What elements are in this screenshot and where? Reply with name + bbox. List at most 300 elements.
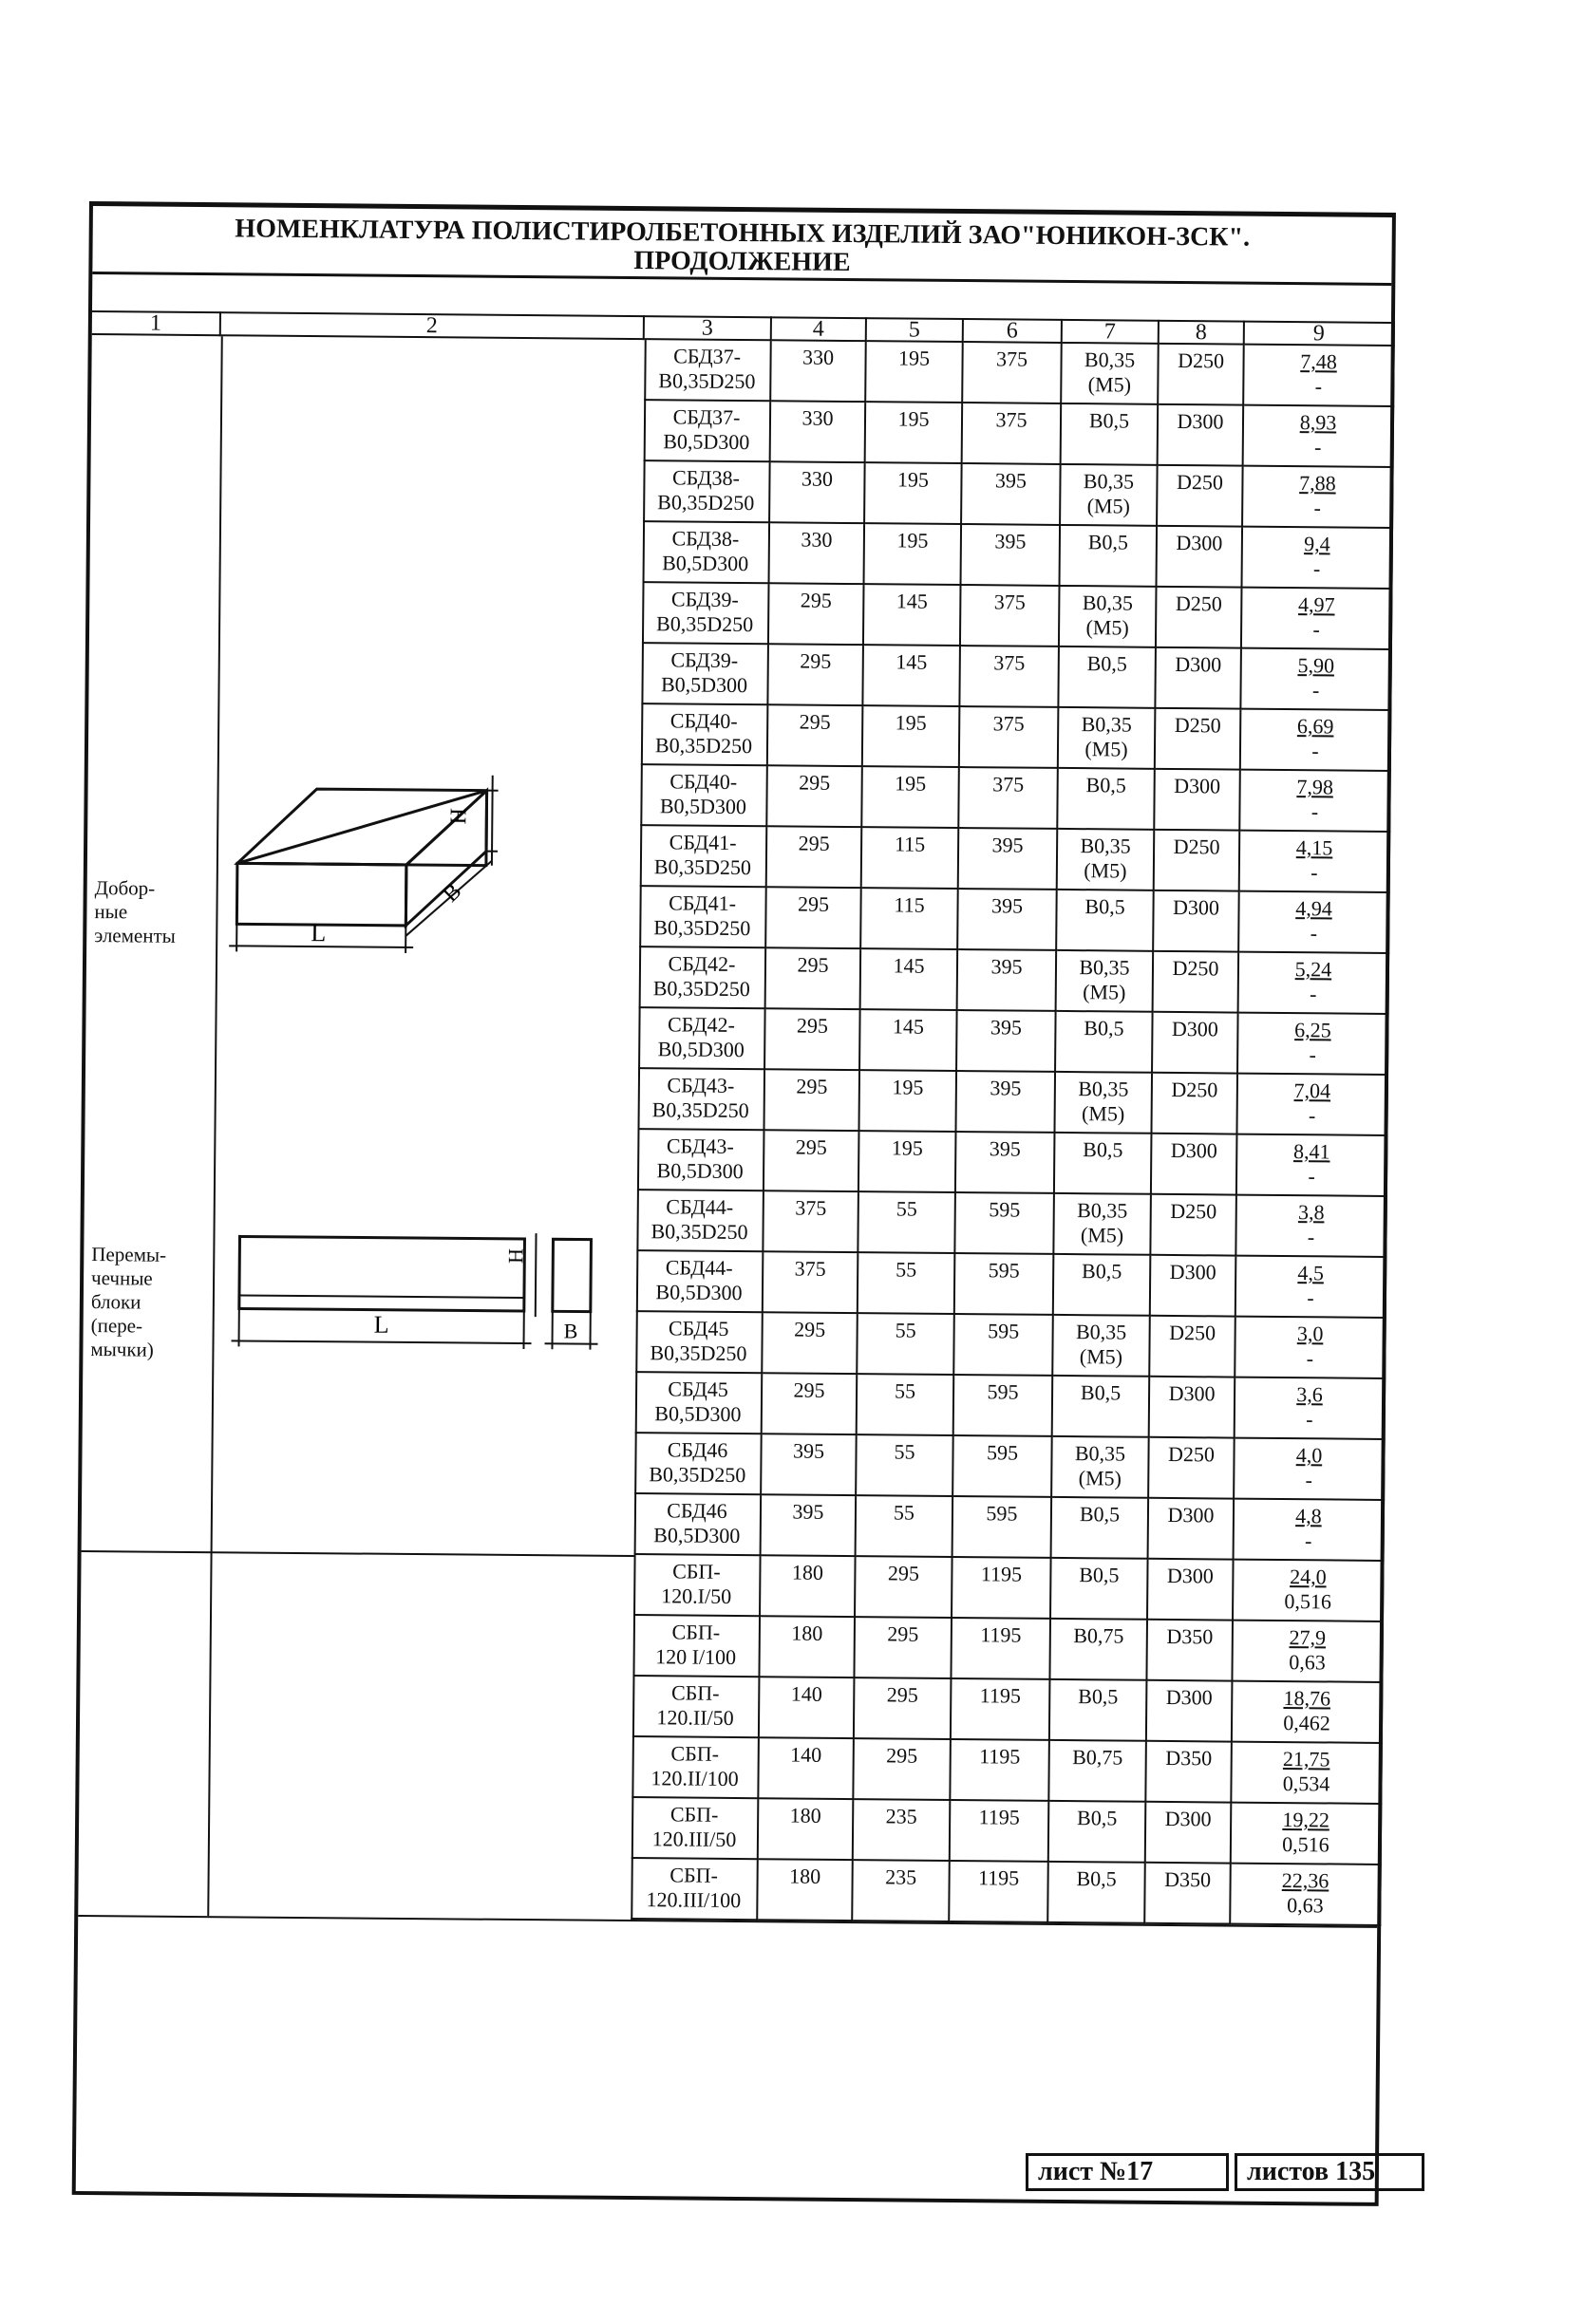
cell-mark — [638, 1008, 766, 1070]
table-row — [637, 1069, 1388, 1136]
cell-mark — [642, 583, 770, 645]
cell-col6 — [960, 707, 1060, 769]
cell-col4-line1: 295 — [800, 648, 832, 673]
cell-col7-line1: В0,35 — [1077, 1198, 1128, 1223]
cell-mark — [639, 887, 767, 948]
cell-mark — [633, 1555, 762, 1617]
cell-col8-line1: D300 — [1167, 1502, 1215, 1527]
cell-col9-line2: - — [1306, 1407, 1313, 1432]
cell-mark — [644, 340, 772, 402]
cell-mark-line1: СБД42- — [667, 1012, 735, 1037]
cell-col9 — [1233, 1621, 1384, 1683]
cell-col7 — [1057, 890, 1155, 952]
cell-col7 — [1062, 344, 1160, 405]
cell-col4 — [764, 1131, 860, 1192]
cell-col9-line2: - — [1309, 1042, 1316, 1067]
table-row — [634, 1434, 1386, 1501]
cell-mark — [631, 1859, 759, 1921]
cell-mark — [639, 947, 767, 1009]
cell-mark-line2: В0,5D300 — [663, 429, 750, 455]
cell-col8 — [1157, 588, 1243, 649]
cell-mark-line1: СБД40- — [669, 708, 738, 733]
cell-col7-line2: (М5) — [1079, 1344, 1123, 1369]
cell-col9-line2: - — [1314, 374, 1323, 399]
column-number-9: 9 — [1245, 321, 1395, 347]
cell-col4 — [759, 1799, 855, 1861]
table-row — [639, 947, 1390, 1015]
cell-col7-line1: В0,75 — [1072, 1745, 1123, 1770]
cell-col8 — [1154, 891, 1240, 953]
cell-mark-line1: СБД46 — [667, 1437, 728, 1462]
cell-mark-line2: В0,35D250 — [651, 1097, 749, 1123]
cell-col7-line1: В0,5 — [1083, 1137, 1123, 1162]
cell-col8 — [1146, 1803, 1233, 1865]
cell-col9 — [1235, 1439, 1386, 1501]
cell-col9-line1: 4,15 — [1295, 835, 1333, 860]
table-row — [633, 1555, 1385, 1622]
cell-col7 — [1055, 1134, 1153, 1195]
cell-col4 — [767, 827, 863, 889]
cell-mark-line1: СБД40- — [669, 769, 738, 794]
cell-col5-line1: 195 — [896, 467, 930, 492]
cell-col9 — [1242, 589, 1393, 650]
cell-col6-line1: 375 — [995, 347, 1028, 371]
cell-col4-line1: 295 — [798, 831, 830, 855]
cell-col9-line2: 0,462 — [1283, 1711, 1330, 1735]
cell-col8-line1: D250 — [1169, 1320, 1216, 1345]
cell-col6-line1: 595 — [987, 1379, 1019, 1404]
cell-col8-line1: D300 — [1168, 1380, 1216, 1406]
document-frame — [72, 201, 1396, 2206]
cell-mark-line2: В0,5D300 — [653, 1523, 741, 1548]
cell-col6-line1: 395 — [994, 468, 1028, 493]
cell-col7 — [1053, 1377, 1151, 1438]
cell-col4-line1: 295 — [796, 1074, 828, 1098]
cell-mark — [634, 1434, 763, 1495]
cell-col8-line1: D300 — [1171, 1016, 1218, 1041]
cell-col7-line1: В0,35 — [1080, 834, 1131, 858]
cell-mark-line1: СБП- — [670, 1680, 720, 1705]
cell-col4-line1: 375 — [794, 1256, 826, 1281]
cell-mark — [643, 522, 771, 584]
cell-col9-line2: - — [1312, 556, 1321, 581]
cell-mark-line1: СБП- — [672, 1559, 721, 1584]
cell-col7 — [1051, 1559, 1149, 1621]
cell-col6 — [955, 1254, 1055, 1316]
cell-col8-line1: D300 — [1175, 651, 1222, 677]
cell-mark-line2: В0,5D300 — [662, 551, 749, 576]
cell-col9-line1: 5,24 — [1294, 957, 1332, 982]
column-number-5: 5 — [867, 317, 964, 343]
cell-col9 — [1241, 710, 1392, 772]
cell-col7-line1: В0,75 — [1073, 1623, 1124, 1648]
column-number-8: 8 — [1160, 320, 1245, 346]
cell-col4-line1: 395 — [792, 1438, 825, 1463]
cell-col8 — [1158, 466, 1244, 528]
table-row — [635, 1373, 1386, 1440]
cell-col7-line1: В0,5 — [1086, 651, 1127, 676]
cell-col4-line1: 330 — [801, 345, 835, 369]
cell-col5-line1: 145 — [896, 649, 928, 674]
cell-col5 — [866, 403, 964, 464]
cell-mark-line2: В0,5D300 — [657, 1037, 745, 1062]
cell-col9-line1: 4,0 — [1295, 1443, 1323, 1468]
cell-col8 — [1156, 709, 1242, 771]
cell-col4 — [770, 462, 866, 524]
cell-col6-line1: 595 — [986, 1440, 1019, 1465]
cell-col9-line1: 24,0 — [1290, 1565, 1327, 1589]
cell-mark-line1: СБД39- — [670, 587, 739, 611]
cell-col4 — [759, 1738, 855, 1800]
cell-col9-line1: 27,9 — [1289, 1625, 1327, 1650]
cell-col9-line1: 3,8 — [1297, 1200, 1325, 1225]
cell-col5 — [855, 1678, 952, 1740]
cell-col4 — [768, 705, 864, 767]
cell-mark — [644, 401, 772, 462]
cell-col6-line1: 1195 — [977, 1865, 1020, 1890]
cell-col6-line1: 1195 — [980, 1562, 1023, 1586]
cell-col8 — [1154, 952, 1240, 1014]
table-row — [644, 401, 1395, 468]
cell-col8-line1: D300 — [1164, 1806, 1212, 1831]
cell-col9 — [1238, 1014, 1389, 1076]
cell-col5 — [855, 1618, 952, 1679]
table-row — [641, 704, 1392, 772]
cell-col8-line1: D250 — [1172, 955, 1219, 981]
cell-col8 — [1149, 1438, 1235, 1500]
cell-col9-line2: - — [1311, 739, 1319, 763]
cell-mark-line2: В0,35D250 — [650, 1340, 747, 1366]
cell-col6 — [963, 343, 1063, 404]
cell-col7-line1: В0,35 — [1078, 1077, 1129, 1101]
cell-col8-line1: D250 — [1178, 348, 1225, 373]
cell-col9 — [1242, 528, 1393, 590]
cell-col9 — [1231, 1865, 1382, 1926]
cell-col7 — [1048, 1863, 1146, 1924]
cell-col9-line2: - — [1306, 1346, 1314, 1371]
table-row — [640, 765, 1391, 833]
cell-col4-line1: 180 — [789, 1803, 821, 1827]
column-number-3: 3 — [645, 315, 772, 341]
cell-col9 — [1239, 953, 1390, 1015]
cell-col7-line1: В0,5 — [1082, 1259, 1122, 1284]
cell-col5-line1: 55 — [896, 1257, 917, 1282]
cell-col9-line1: 18,76 — [1283, 1686, 1331, 1711]
cell-mark-line1: СБД41- — [669, 830, 737, 854]
cell-col6 — [961, 586, 1061, 647]
cell-col8-line1: D250 — [1170, 1198, 1217, 1224]
cell-col5-line1: 55 — [896, 1196, 917, 1221]
cell-col7-line2: (М5) — [1078, 1466, 1122, 1490]
cell-col4 — [769, 584, 865, 646]
cell-col5 — [857, 1496, 954, 1558]
cell-col6-line1: 1195 — [979, 1683, 1022, 1708]
cell-col6 — [956, 1133, 1056, 1194]
cell-mark-line1: СБП- — [670, 1741, 720, 1766]
cell-mark — [640, 826, 768, 888]
cell-col6-line1: 375 — [992, 711, 1025, 736]
cell-col7-line2: (М5) — [1081, 1101, 1125, 1126]
cell-mark-line2: В0,5D300 — [660, 672, 748, 698]
cell-col7-line1: В0,5 — [1078, 1684, 1119, 1709]
cell-col9-line1: 4,97 — [1297, 592, 1335, 617]
cell-col9-line1: 4,8 — [1295, 1504, 1322, 1528]
cell-mark-line2: В0,35D250 — [649, 1462, 746, 1488]
table-row — [641, 644, 1392, 711]
cell-col7 — [1061, 465, 1159, 527]
cell-mark-line1: СБД37- — [673, 344, 742, 368]
cell-col4 — [765, 1009, 861, 1071]
cell-col9-line2: - — [1305, 1468, 1313, 1492]
cell-mark-line2: В0,35D250 — [656, 611, 754, 637]
cell-mark-line1: СБД46 — [667, 1498, 727, 1523]
cell-col4 — [761, 1556, 857, 1618]
cell-mark-line2: В0,5D300 — [656, 1158, 744, 1184]
group-label-dobornye: Добор- ные элементы — [94, 876, 176, 947]
cell-col9 — [1237, 1075, 1388, 1136]
cell-col5 — [862, 767, 960, 829]
cell-col8 — [1149, 1499, 1235, 1561]
cell-col9-line1: 4,94 — [1295, 896, 1332, 921]
cell-col7-line1: В0,35 — [1074, 1441, 1126, 1466]
cell-col6-line1: 595 — [989, 1197, 1021, 1222]
cell-col5 — [857, 1435, 954, 1497]
cell-col6 — [955, 1193, 1055, 1255]
cell-col6 — [951, 1801, 1050, 1863]
cell-col5-line1: 195 — [895, 710, 927, 735]
cell-col4-line1: 330 — [801, 527, 833, 552]
cell-col8 — [1147, 1621, 1234, 1682]
cell-col8 — [1157, 527, 1243, 589]
cell-col5-line1: 55 — [893, 1500, 915, 1525]
cell-mark-line1: СБД44- — [666, 1194, 734, 1219]
cell-col7-line1: В0,5 — [1084, 894, 1125, 919]
cell-col6 — [954, 1376, 1054, 1437]
cell-col7-line1: В0,5 — [1084, 1016, 1124, 1040]
cell-col5 — [863, 706, 961, 768]
cell-col8-line1: D250 — [1174, 712, 1221, 738]
cell-col4 — [760, 1677, 856, 1739]
cell-mark-line2: 120.II/50 — [656, 1705, 734, 1730]
cell-col6-line1: 375 — [992, 772, 1025, 797]
block-sketch-peremychki — [212, 1208, 636, 1363]
cell-col7-line1: В0,5 — [1079, 1502, 1121, 1527]
cell-col6 — [952, 1619, 1051, 1680]
cell-col6-line1: 1195 — [980, 1622, 1022, 1647]
cell-col4-line1: 375 — [795, 1195, 827, 1220]
page-title — [92, 206, 1392, 286]
cell-col9-line2: - — [1309, 982, 1317, 1006]
cell-col8 — [1150, 1317, 1236, 1378]
cell-col9 — [1235, 1378, 1386, 1440]
cell-col4 — [766, 948, 862, 1010]
cell-col8 — [1155, 770, 1241, 832]
cell-col8-line1: D300 — [1165, 1684, 1213, 1710]
cell-mark-line1: СБД44- — [665, 1255, 733, 1280]
column-number-1: 1 — [92, 310, 221, 336]
cell-col5-line1: 145 — [893, 953, 925, 978]
cell-mark-line2: В0,35D250 — [654, 733, 753, 759]
cell-col8-line1: D250 — [1176, 470, 1224, 495]
cell-col9-line1: 7,88 — [1299, 471, 1336, 496]
cell-col4 — [764, 1191, 859, 1253]
cell-col6 — [959, 829, 1059, 890]
cell-col7-line1: В0,5 — [1088, 408, 1130, 433]
cell-col7-line1: В0,5 — [1080, 1380, 1122, 1405]
cell-col5-line1: 295 — [887, 1561, 920, 1585]
cell-mark — [635, 1312, 764, 1374]
cell-mark-line2: В0,35D250 — [651, 1219, 748, 1245]
cell-col6-line1: 395 — [994, 529, 1027, 553]
cell-col6 — [951, 1740, 1050, 1802]
cell-col7 — [1050, 1680, 1148, 1742]
cell-col6-line1: 1195 — [979, 1744, 1021, 1769]
cell-col7-line1: В0,5 — [1076, 1806, 1118, 1830]
cell-mark-line2: В0,35D250 — [652, 976, 750, 1002]
cell-col8 — [1150, 1378, 1236, 1439]
cell-col4-line1: 295 — [796, 1013, 829, 1038]
cell-col6 — [956, 1072, 1056, 1134]
cell-col5 — [853, 1861, 951, 1922]
cell-col4 — [766, 888, 862, 949]
cell-col9-line1: 6,69 — [1296, 714, 1334, 739]
cell-col9-line1: 22,36 — [1281, 1868, 1329, 1893]
cell-col9-line1: 4,5 — [1297, 1261, 1325, 1285]
cell-col9-line2: - — [1313, 496, 1321, 520]
table-row — [644, 340, 1395, 407]
sketch1-l-label: L — [311, 919, 327, 947]
cell-mark-line2: В0,5D300 — [655, 1280, 743, 1305]
cell-col9-line1: 3,6 — [1296, 1382, 1323, 1407]
cell-col8 — [1146, 1742, 1233, 1804]
cell-col5 — [858, 1192, 956, 1254]
title-line-2: ПРОДОЛЖЕНИЕ — [633, 246, 851, 277]
cell-col9 — [1235, 1500, 1386, 1562]
cell-col9-line2: - — [1311, 678, 1320, 703]
cell-col9 — [1237, 1135, 1388, 1197]
cell-col7 — [1058, 769, 1156, 831]
cell-col4-line1: 295 — [799, 709, 831, 734]
cell-mark — [636, 1190, 764, 1252]
cell-col5-line1: 145 — [896, 589, 928, 613]
table-row — [632, 1616, 1384, 1683]
cell-col9-line1: 7,98 — [1296, 775, 1334, 799]
cell-col4-line1: 295 — [795, 1134, 827, 1159]
cell-col5 — [854, 1739, 952, 1801]
cell-col5-line1: 115 — [894, 832, 926, 856]
cell-col8-line1: D350 — [1166, 1623, 1214, 1649]
cell-col7 — [1055, 1073, 1153, 1134]
table-row — [631, 1859, 1382, 1926]
cell-mark-line1: СБД37- — [672, 404, 741, 429]
table-row — [636, 1251, 1387, 1319]
cell-col5 — [858, 1314, 955, 1376]
cell-col5-line1: 55 — [894, 1439, 915, 1464]
cell-col6-line1: 1195 — [978, 1805, 1020, 1829]
cell-mark — [632, 1616, 761, 1677]
table-row — [634, 1494, 1386, 1562]
cell-mark-line2: В0,5D300 — [659, 794, 747, 819]
cell-col6-line1: 595 — [986, 1501, 1018, 1526]
cell-col5 — [865, 463, 963, 525]
cell-col8-line1: D250 — [1171, 1077, 1218, 1102]
cell-mark-line1: СБД43- — [666, 1134, 734, 1158]
cell-col5-line1: 195 — [895, 771, 927, 796]
cell-mark-line1: СБП- — [669, 1802, 719, 1827]
cell-col9-line2: - — [1308, 1103, 1316, 1128]
group-divider — [82, 1550, 634, 1557]
cell-col6-line1: 395 — [989, 1136, 1021, 1161]
cell-col9-line2: - — [1310, 921, 1318, 946]
cell-col4 — [760, 1617, 856, 1678]
cell-col8-line1: D250 — [1175, 590, 1222, 616]
cell-col5 — [865, 524, 963, 586]
cell-col4 — [771, 402, 867, 463]
sketch2-h-label: H — [503, 1247, 528, 1265]
cell-mark-line1: СБД39- — [670, 647, 739, 672]
cell-col4 — [762, 1434, 858, 1496]
cell-mark-line1: СБП- — [671, 1620, 721, 1644]
cell-col4 — [768, 645, 864, 706]
cell-col4 — [758, 1860, 854, 1921]
cell-col9-line1: 3,0 — [1296, 1321, 1324, 1346]
table-row — [635, 1312, 1386, 1379]
cell-col9-line2: 0,534 — [1282, 1771, 1330, 1796]
cell-col7 — [1059, 647, 1157, 709]
cell-col9-line2: - — [1307, 1225, 1315, 1249]
cell-col8 — [1152, 1134, 1238, 1196]
table-row — [643, 461, 1394, 529]
table-row — [638, 1008, 1389, 1076]
cell-col7-line1: В0,35 — [1075, 1320, 1127, 1344]
cell-col7-line1: В0,5 — [1079, 1563, 1120, 1587]
cell-col7 — [1052, 1437, 1150, 1499]
cell-col9 — [1234, 1561, 1385, 1622]
cell-mark-line2: 120.II/100 — [651, 1766, 739, 1791]
cell-col4 — [771, 341, 867, 403]
cell-col7 — [1049, 1802, 1147, 1864]
cell-mark-line2: В0,35D250 — [658, 368, 756, 394]
cell-col7-line1: В0,5 — [1076, 1866, 1117, 1891]
cell-col8-line1: D350 — [1165, 1745, 1213, 1771]
cell-col7-line2: (М5) — [1086, 494, 1130, 518]
cell-col6-line1: 395 — [990, 954, 1023, 979]
cell-col4 — [770, 523, 866, 585]
cell-mark — [636, 1251, 764, 1313]
cell-mark-line2: 120.I/50 — [661, 1584, 732, 1608]
cell-col8 — [1155, 831, 1241, 892]
cell-mark-line1: СБД38- — [671, 526, 740, 551]
cell-col7-line1: В0,35 — [1083, 469, 1135, 494]
cell-col6 — [950, 1862, 1049, 1923]
cell-col7-line2: (М5) — [1083, 980, 1126, 1004]
cell-col5 — [859, 1071, 957, 1133]
cell-col7-line1: В0,5 — [1087, 530, 1129, 554]
cell-col4-line1: 295 — [800, 588, 832, 612]
cell-mark-line1: СБД41- — [669, 890, 737, 915]
sketch2-l-label: L — [373, 1310, 389, 1339]
cell-mark-line2: 120 I/100 — [655, 1644, 737, 1670]
cell-mark-line2: 120.III/50 — [651, 1827, 737, 1852]
cell-col6 — [954, 1315, 1054, 1377]
cell-col8-line1: D300 — [1170, 1137, 1217, 1163]
cell-col9 — [1236, 1257, 1387, 1319]
table-row — [637, 1130, 1388, 1197]
cell-mark — [632, 1677, 761, 1738]
cell-col5 — [861, 949, 959, 1011]
cell-col7 — [1060, 587, 1158, 648]
cell-mark — [640, 765, 768, 827]
